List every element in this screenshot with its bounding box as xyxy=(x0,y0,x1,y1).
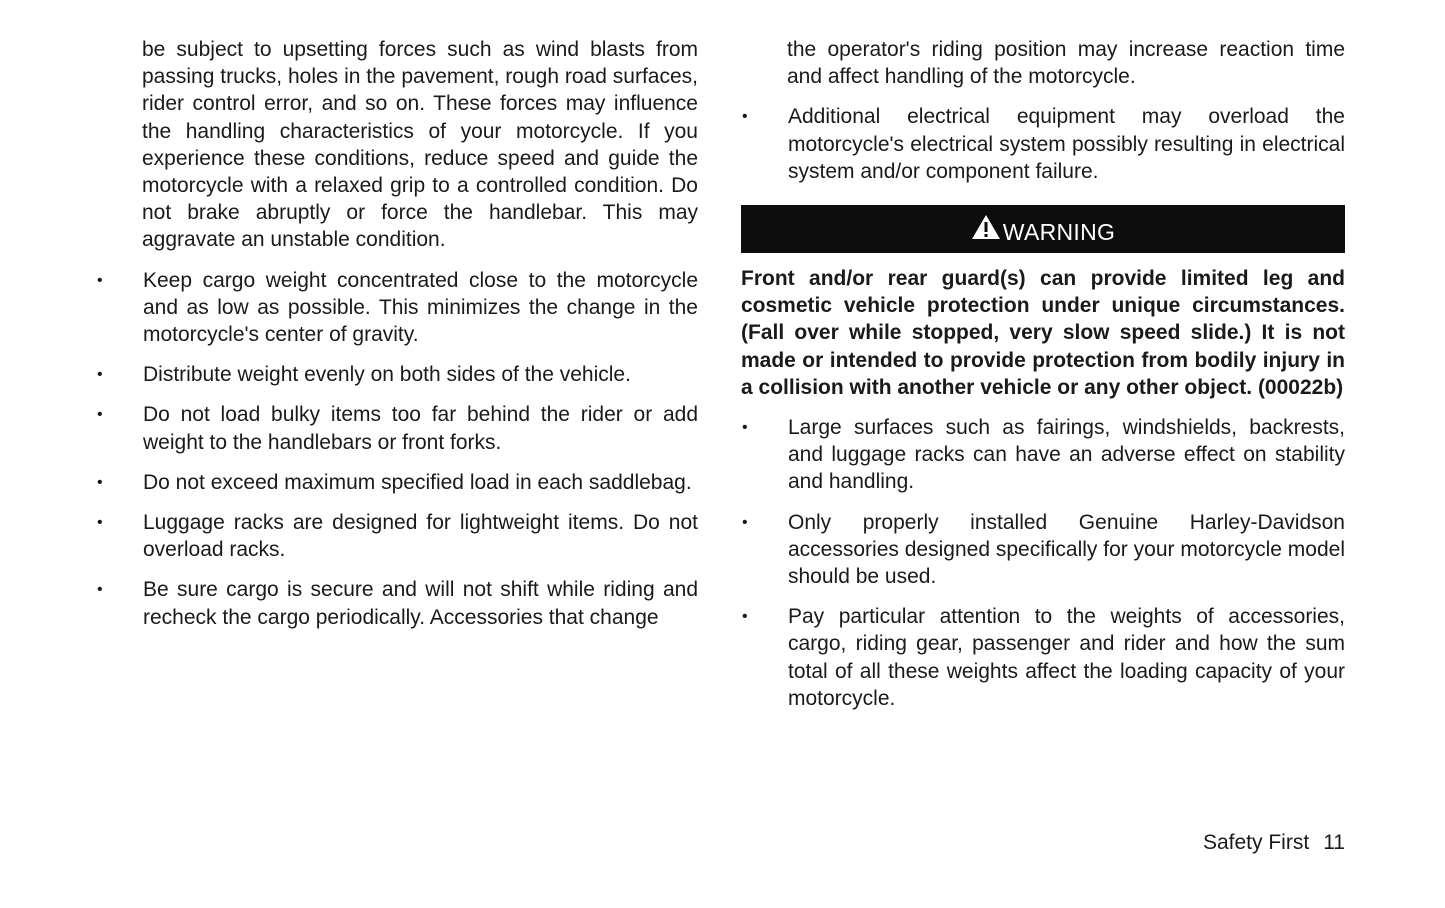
bullet-icon: • xyxy=(97,581,103,599)
warning-label: WARNING xyxy=(1002,218,1116,245)
list-item-text: Luggage racks are designed for lightweight items. Do not overload racks. xyxy=(143,511,698,562)
list-item-text: Only properly installed Genuine Harley-Davidson accessories designed specifically for your motorcycle model should be used. xyxy=(788,510,1345,589)
list-item-text: Pay particular attention to the weights of accessories, cargo, riding gear, passenger and rider and how the sum total of all these weights affect the loading capacity of your motorcycle. xyxy=(788,605,1345,710)
list-item xyxy=(96,361,698,388)
list-item xyxy=(96,267,698,349)
page-footer xyxy=(1203,829,1345,857)
list-item xyxy=(96,509,698,563)
list-item xyxy=(96,401,698,455)
warning-text: Front and/or rear guard(s) can provide limited leg and cosmetic vehicle protection under unique circumstances. (Fall over while stopped, very slow speed slide.) It is not made or intended to provide protection from bodily injury in a collision with another vehicle or any other object. (00022b) xyxy=(741,267,1345,399)
list-item xyxy=(741,103,1345,185)
list-item-text: Do not load bulky items too far behind the rider or add weight to the handlebars or front forks. xyxy=(143,403,698,454)
list-item-text: Distribute weight evenly on both sides of the vehicle. xyxy=(143,363,631,387)
bullet-icon: • xyxy=(97,473,103,491)
list-item xyxy=(96,469,698,496)
list-item-text: Keep cargo weight concentrated close to the motorcycle and as low as possible. This minimizes the change in the motorcycle's center of gravity. xyxy=(143,268,698,347)
list-item-text: Do not exceed maximum specified load in each saddlebag. xyxy=(143,470,692,494)
continuation-paragraph: the operator's riding position may increase reaction time and affect handling of the motorcycle. xyxy=(787,38,1345,89)
bullet-icon: • xyxy=(742,608,748,626)
left-column xyxy=(96,36,698,644)
list-item xyxy=(96,576,698,630)
bullet-icon: • xyxy=(97,406,103,424)
bullet-icon: • xyxy=(97,514,103,532)
list-item xyxy=(741,509,1345,591)
bullet-icon: • xyxy=(742,419,748,437)
list-item-text: Additional electrical equipment may overload the motorcycle's electrical system possibly resulting in electrical system and/or component failure. xyxy=(788,105,1345,183)
page-number: 11 xyxy=(1323,831,1345,854)
footer-section-title: Safety First xyxy=(1202,831,1310,854)
list-item xyxy=(741,414,1345,496)
list-item-text: Large surfaces such as fairings, windshields, backrests, and luggage racks can have an adverse effect on stability and handling. xyxy=(788,416,1345,494)
list-item-text: Be sure cargo is secure and will not shift while riding and recheck the cargo periodically. Accessories that change xyxy=(143,578,698,629)
warning-triangle-icon xyxy=(971,214,1001,240)
right-column xyxy=(741,36,1345,725)
bullet-icon: • xyxy=(742,513,748,531)
intro-paragraph: be subject to upsetting forces such as wind blasts from passing trucks, holes in the pavement, rough road surfaces, rider control error, and so on. These forces may influence the handling characteristics of your motorcycle. If you experience these conditions, reduce speed and guide the motorcycle with a relaxed grip to a controlled condition. Do not brake abruptly or force the handlebar. This may aggravate an unstable condition. xyxy=(142,38,698,252)
list-item xyxy=(741,603,1345,712)
bullet-icon: • xyxy=(742,108,748,126)
bullet-icon: • xyxy=(97,366,103,384)
warning-banner xyxy=(741,205,1345,253)
bullet-icon: • xyxy=(97,271,103,289)
